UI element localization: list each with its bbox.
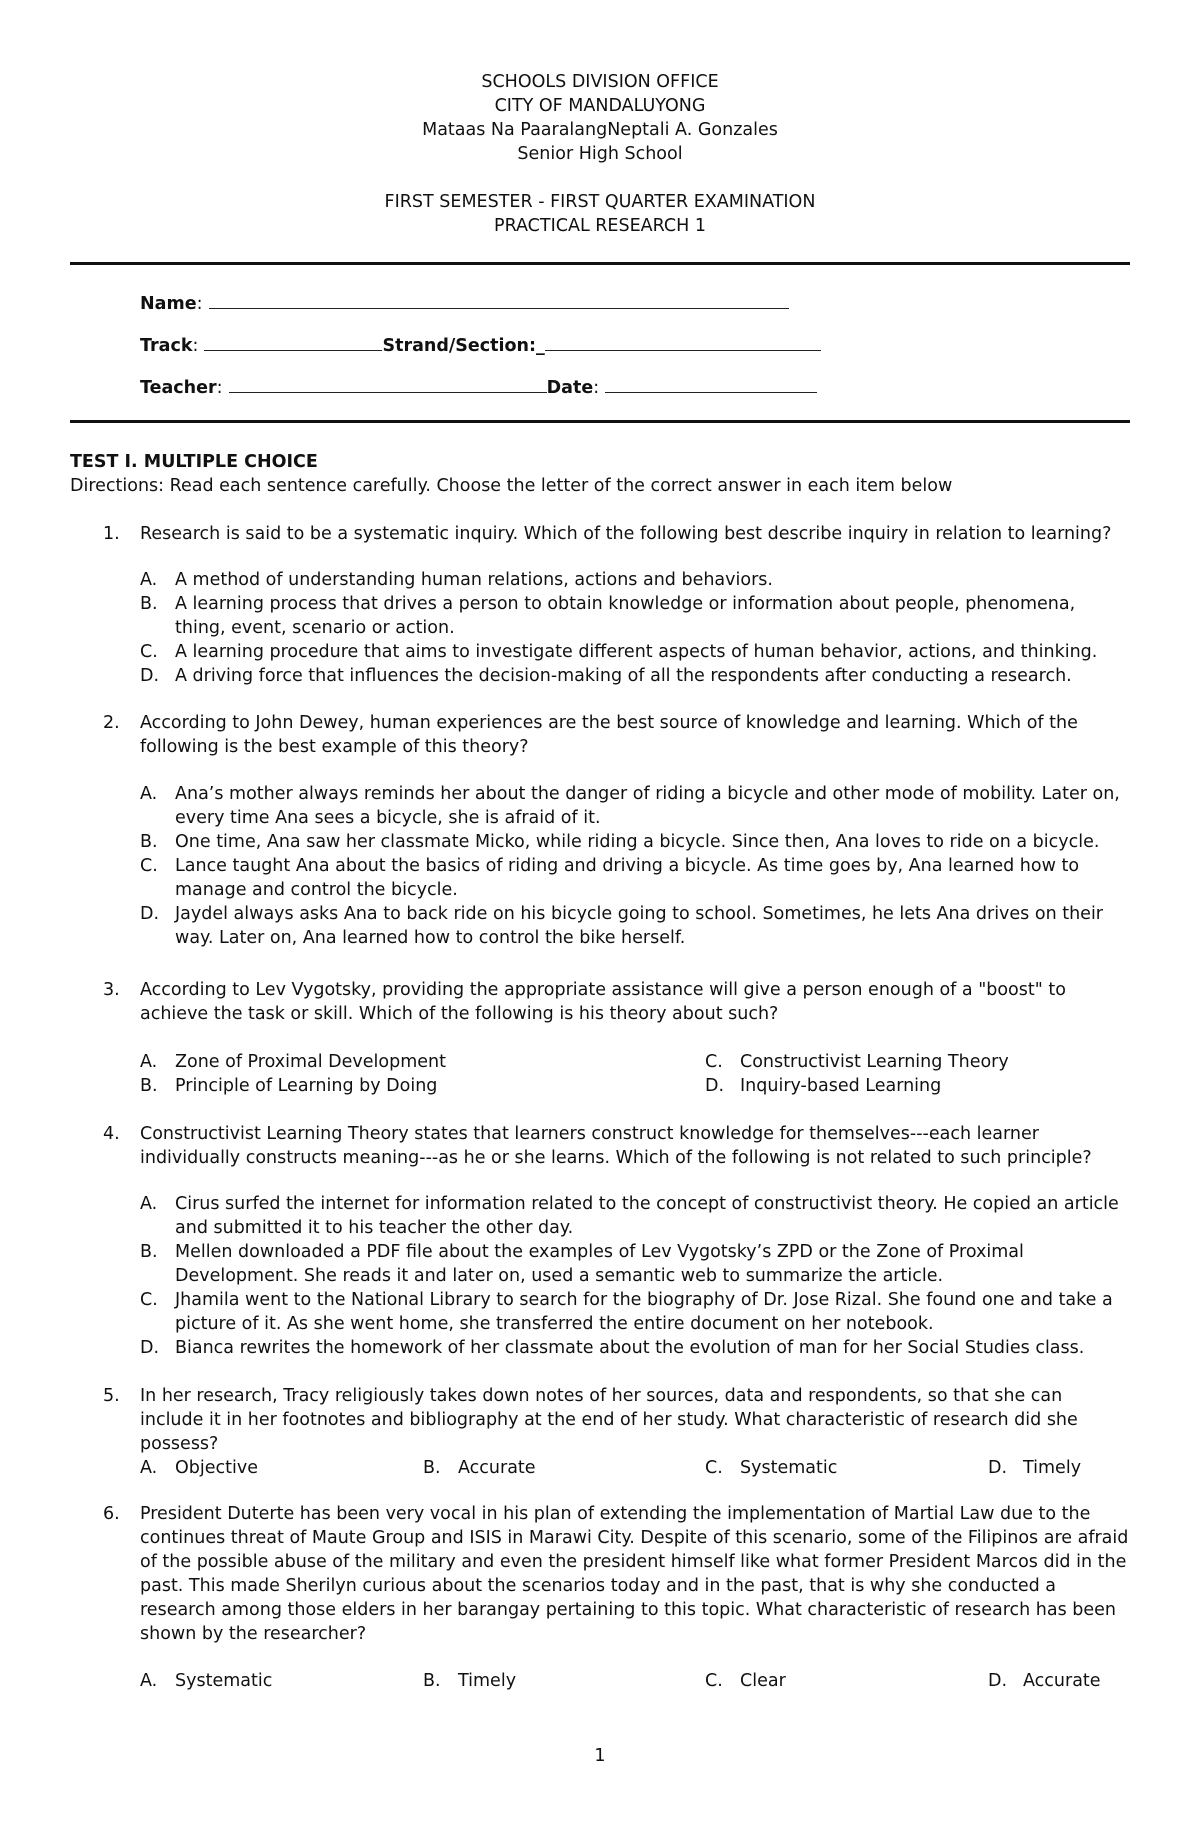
school-name: Mataas Na PaaralangNeptali A. Gonzales — [422, 120, 778, 140]
question-stem: President Duterte has been very vocal in his plan of extending the implementation of Martial Law due to the continues threat of Maute Group and ISIS in Marawi City. Despite of this scenario, some of the Filipinos are afraid of the possible abuse of the military and even the president himself like what former President Marcos did in the past. This made Sherilyn curious about the scenarios today and in the past, that is why she conducted a research among those elders in her barangay pertaining to this topic. What characteristic of research has been shown by the researcher? — [140, 1504, 1129, 1644]
teacher-label: Teacher — [140, 378, 217, 398]
exam-page: SCHOOLS DIVISION OFFICE CITY OF MANDALUYONG Mataas Na PaaralangNeptali A. Gonzales Senior High School FIRST SEMESTER - FIRST QUARTER EXAMINATION PRACTICAL RESEARCH 1 Name: Track: Strand/Section:_ Teacher: Date: TEST I. MULTIPLE CHOICE Directions: Read each sentence carefully. Choose the letter of the correct answer in each item below 1. Research is said to be a systematic inquiry. Which of the following best describe inquiry in relation to learning? A. A method of understanding human relations, actions and behaviors. B. A learning process that drives a person to obtain knowledge or information about people, phenomena, thing, event, scenario or action. C. A learning procedure that aims to investigate different aspects of human behavior, actions, and thinking. D. A driving force that influences the decision-making of all the respondents after conducting a research. 2. According to John Dewey, human experiences are the best source of knowledge and learning. Which of the following is the best example of this theory? A. Ana’s mother always reminds her about the danger of riding a bicycle and other mode of mobility. Later on, every time Ana sees a bicycle, she is afraid of it. B. One time, Ana saw her classmate Micko, while riding a bicycle. Since then, Ana loves to ride on a bicycle. C. Lance taught Ana about the basics of riding and driving a bicycle. As time goes by, Ana learned how to manage and control the bicycle. D. Jaydel always asks Ana to back ride on his bicycle going to school. Sometimes, he lets Ana drives on their way. Later on, Ana learned how to control the bike herself. 3. According to Lev Vygotsky, providing the appropriate assistance will give a person enough of a "boost" to achieve the task or skill. Which of the following is his theory about such? A. Zone of Proximal Development B. Principle of Learning by Doing C. Constructivist Learning Theory D. Inquiry-based Learning 4. Constructivist Learning Theory states that learners construct knowledge for themselves---each learner individually constructs meaning---as he or she learns. Which of the following is not related to such principle? A. Cirus surfed the internet for information related to the concept of constructivist theory. He copied an article and submitted it to his teacher the other day. B. Mellen downloaded a PDF file about the examples of Lev Vygotsky’s ZPD or the Zone of Proximal Development. She reads it and later on, used a semantic web to summarize the article. C. Jhamila went to the National Library to search for the biography of Dr. Jose Rizal. She found one and take a picture of it. As she went home, she transferred the entire document on her notebook. D. Bianca rewrites the homework of her classmate about the evolution of man for her Social Studies class. 5. In her research, Tracy religiously takes down notes of her sources, data and respondents, so that she can include it in her footnotes and bibliography at the end of her study. What characteristic of research did she possess? A. Objective B. Accurate C. Systematic D. Timely 6. President Duterte has been very vocal in his plan of extending the implementation of Martial Law due to the continues threat of Maute Group and ISIS in Marawi City. Despite of this scenario, some of the Filipinos are afraid of the possible abuse of the military and even the president himself like what former President Marcos did in the past. This made Sherilyn curious about the scenarios today and in the past, that is why she conducted a research among those elders in her barangay pertaining to this topic. What characteristic of research has been shown by the researcher? A. Systematic B. Timely C. Clear D. Accurate 1 — [0, 0, 1200, 1835]
office-heading: SCHOOLS DIVISION OFFICE — [481, 72, 719, 92]
strand-label: Strand/Section — [382, 336, 529, 356]
question-number: 1. — [103, 524, 120, 544]
subject-title: PRACTICAL RESEARCH 1 — [494, 216, 706, 236]
header-divider-top — [70, 262, 1130, 265]
question-number: 2. — [103, 713, 120, 733]
question-number: 4. — [103, 1124, 120, 1144]
question-number: 6. — [103, 1504, 120, 1524]
test-directions: Directions: Read each sentence carefully. Choose the letter of the correct answer in each item below — [70, 476, 953, 496]
track-row: Track: Strand/Section:_ — [140, 332, 821, 358]
date-label: Date — [546, 378, 594, 398]
name-field[interactable] — [209, 290, 789, 309]
question-number: 3. — [103, 980, 120, 1000]
test-section — [70, 450, 952, 498]
question-stem: Research is said to be a systematic inquiry. Which of the following best describe inquiry in relation to learning? — [140, 524, 1112, 544]
page-number: 1 — [594, 1746, 606, 1766]
question-stem: In her research, Tracy religiously takes down notes of her sources, data and respondents, so that she can include it in her footnotes and bibliography at the end of her study. What characteristic of research did she possess? — [140, 1386, 1078, 1454]
teacher-row: Teacher: Date: — [140, 374, 817, 400]
name-row: Name: — [140, 290, 789, 316]
question-number: 5. — [103, 1386, 120, 1406]
question-stem: Constructivist Learning Theory states that learners construct knowledge for themselves---each learner individually constructs meaning---as he or she learns. Which of the following is not related to such principle? — [140, 1124, 1092, 1168]
track-field[interactable] — [204, 332, 382, 351]
city-heading: CITY OF MANDALUYONG — [494, 96, 706, 116]
name-label: Name — [140, 294, 197, 314]
question-stem: According to Lev Vygotsky, providing the appropriate assistance will give a person enough of a "boost" to achieve the task or skill. Which of the following is his theory about such? — [140, 980, 1066, 1024]
track-label: Track — [140, 336, 193, 356]
date-field[interactable] — [605, 374, 817, 393]
strand-field[interactable] — [545, 332, 821, 351]
header-divider-bottom — [70, 420, 1130, 423]
exam-title: FIRST SEMESTER - FIRST QUARTER EXAMINATION — [384, 192, 816, 212]
teacher-field[interactable] — [229, 374, 547, 393]
test-title: TEST I. MULTIPLE CHOICE — [70, 452, 318, 472]
school-level: Senior High School — [517, 144, 683, 164]
question-stem: According to John Dewey, human experiences are the best source of knowledge and learning. Which of the following is the best example of this theory? — [140, 713, 1078, 757]
